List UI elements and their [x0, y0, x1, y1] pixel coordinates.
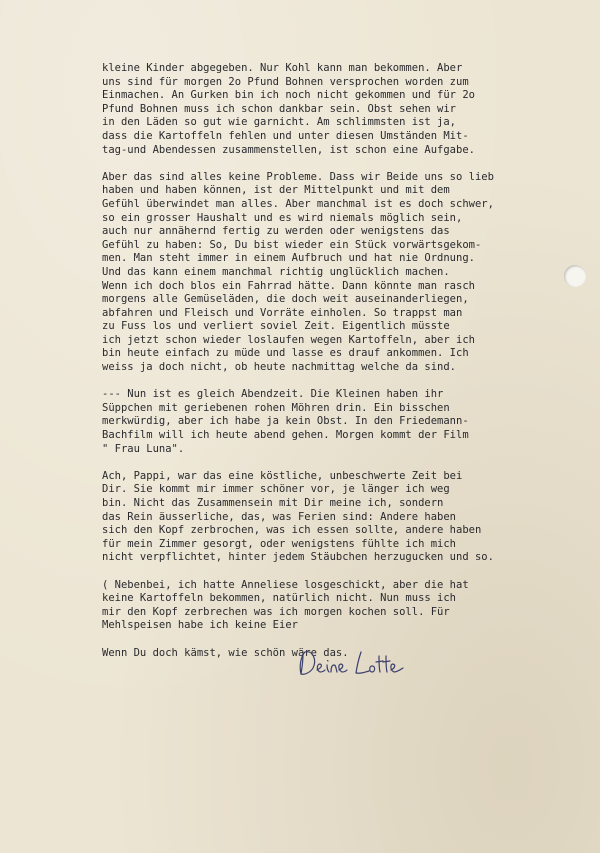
- text-line: morgens alle Gemüseläden, die doch weit auseinanderliegen,: [102, 293, 469, 306]
- text-line: men. Man steht immer in einem Aufbruch und hat nie Ordnung.: [102, 252, 475, 265]
- text-line: uns sind für morgen 2o Pfund Bohnen versprochen worden zum: [102, 75, 469, 88]
- text-line: Gefühl zu haben: So, Du bist wieder ein Stück vorwärtsgekom-: [102, 238, 482, 251]
- text-line: sich den Kopf zerbrochen, was ich essen sollte, andere haben: [102, 524, 482, 537]
- text-line: Und das kann einem manchmal richtig unglücklich machen.: [102, 265, 450, 278]
- paragraph-1: [102, 62, 572, 157]
- text-line: " Frau Luna".: [102, 442, 185, 455]
- text-line: zu Fuss los und verliert soviel Zeit. Eigentlich müsste: [102, 320, 450, 333]
- text-line: so ein grosser Haushalt und es wird niemals möglich sein,: [102, 211, 463, 224]
- text-line: bin. Nicht das Zusammensein mit Dir meine ich, sondern: [102, 497, 444, 509]
- paragraph-2: [102, 171, 572, 375]
- text-line: haben und haben können, ist der Mittelpunkt und mit dem: [102, 184, 450, 197]
- text-line: --- Nun ist es gleich Abendzeit. Die Kleinen haben ihr: [102, 388, 444, 401]
- text-line: Einmachen. An Gurken bin ich noch nicht gekommen und für 2o: [102, 89, 475, 102]
- text-line: tag-und Abendessen zusammenstellen, ist schon eine Aufgabe.: [102, 143, 475, 156]
- text-line: Aber das sind alles keine Probleme. Dass wir Beide uns so lieb: [102, 170, 494, 183]
- paragraph-3: [102, 388, 572, 456]
- text-line: in den Läden so gut wie garnicht. Am schlimmsten ist ja,: [102, 116, 457, 129]
- text-line: Ach, Pappi, war das eine köstliche, unbeschwerte Zeit bei: [102, 469, 463, 482]
- text-line: Mehlspeisen habe ich keine Eier: [102, 619, 298, 632]
- text-line: Dir. Sie kommt mir immer schöner vor, je länger ich weg: [102, 483, 450, 496]
- letter-body: [102, 62, 572, 674]
- text-line: Süppchen mit geriebenen rohen Möhren drin. Ein bisschen: [102, 401, 450, 414]
- text-line: kleine Kinder abgegeben. Nur Kohl kann man bekommen. Aber: [102, 62, 463, 74]
- signature-graphic: [293, 644, 413, 686]
- text-line: Bachfilm will ich heute abend gehen. Morgen kommt der Film: [102, 429, 469, 442]
- handwritten-signature: [293, 644, 413, 686]
- text-line: Pfund Bohnen muss ich schon dankbar sein. Obst sehen wir: [102, 102, 457, 115]
- text-line: Gefühl überwindet man alles. Aber manchmal ist es doch schwer,: [102, 197, 494, 210]
- text-line: weiss ja doch nicht, ob heute nachmittag welche da sind.: [102, 361, 457, 374]
- text-line: Wenn ich doch blos ein Fahrrad hätte. Dann könnte man rasch: [102, 279, 475, 292]
- paragraph-5: [102, 579, 572, 633]
- text-line: nicht verpflichtet, hinter jedem Stäubchen herzugucken und so.: [102, 551, 494, 564]
- text-line: merkwürdig, aber ich habe ja kein Obst. In den Friedemann-: [102, 415, 469, 428]
- text-line: keine Kartoffeln bekommen, natürlich nicht. Nun muss ich: [102, 592, 457, 605]
- paragraph-4: [102, 470, 572, 565]
- text-line: ich jetzt schon wieder loslaufen wegen Kartoffeln, aber ich: [102, 333, 475, 346]
- text-line: bin heute einfach zu müde und lasse es drauf ankommen. Ich: [102, 347, 469, 360]
- text-line: auch nur annähernd fertig zu werden oder wenigstens das: [102, 225, 450, 238]
- text-line: das Rein äusserliche, das, was Ferien sind: Andere haben: [102, 510, 457, 523]
- text-line: mir den Kopf zerbrechen was ich morgen kochen soll. Für: [102, 605, 450, 618]
- text-line: ( Nebenbei, ich hatte Anneliese losgeschickt, aber die hat: [102, 578, 469, 591]
- text-line: dass die Kartoffeln fehlen und unter diesen Umständen Mit-: [102, 129, 469, 142]
- text-line: Wenn Du doch kämst, wie schön wäre das.: [102, 646, 349, 659]
- text-line: abfahren und Fleisch und Vorräte einholen. So trappst man: [102, 306, 463, 319]
- text-line: für mein Zimmer gesorgt, oder wenigstens fühlte ich mich: [102, 537, 457, 550]
